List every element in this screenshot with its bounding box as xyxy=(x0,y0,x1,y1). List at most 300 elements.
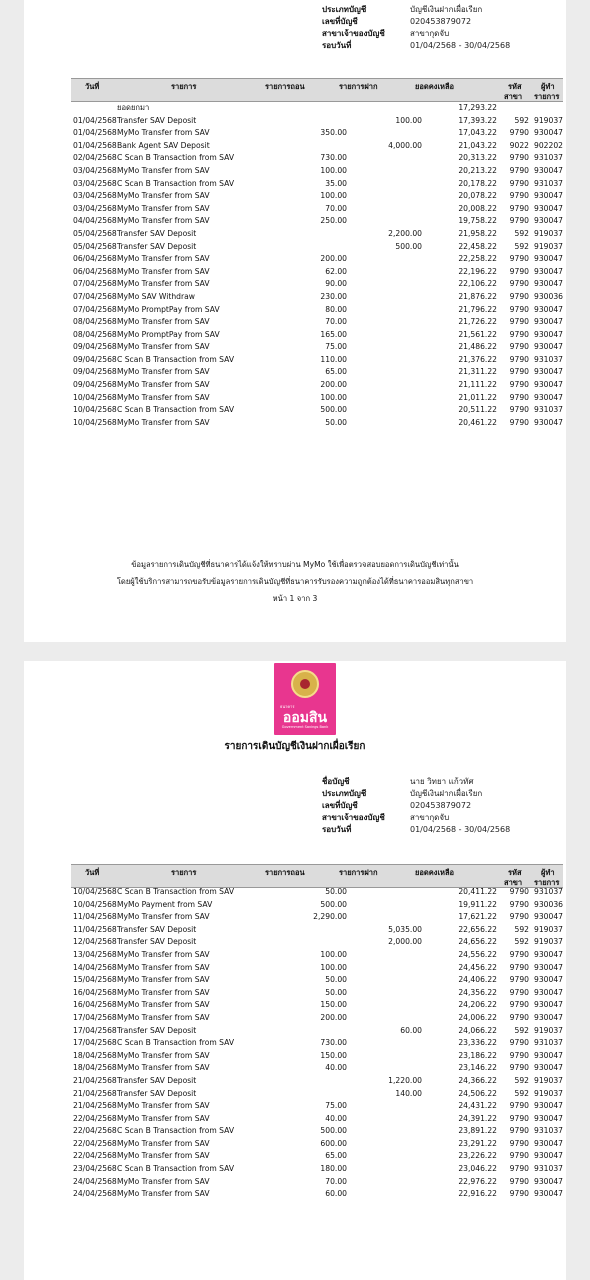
cell-branch: 9790 xyxy=(509,279,529,289)
cell-balance: 24,506.22 xyxy=(458,1088,497,1098)
cell-deposit: 500.00 xyxy=(395,241,422,251)
statement-page-2 xyxy=(24,661,566,1280)
cell-description: ยอดยกมา xyxy=(117,103,150,112)
cell-deposit: 1,220.00 xyxy=(388,1075,422,1085)
cell-date: 22/04/2568 xyxy=(73,1113,117,1123)
cell-date: 21/04/2568 xyxy=(73,1101,117,1111)
cell-balance: 23,291.22 xyxy=(458,1138,497,1148)
cell-withdraw: 65.00 xyxy=(325,367,347,377)
table-row xyxy=(71,936,563,949)
cell-teller: 919037 xyxy=(534,937,563,947)
cell-branch: 9790 xyxy=(509,266,529,276)
cell-date: 10/04/2568 xyxy=(73,899,117,909)
cell-description: MyMo Transfer from SAV xyxy=(117,1151,210,1161)
cell-branch: 9790 xyxy=(509,1151,529,1161)
cell-balance: 17,393.22 xyxy=(458,115,497,125)
table-row xyxy=(71,1050,563,1063)
cell-withdraw: 150.00 xyxy=(320,1000,347,1010)
cell-balance: 24,556.22 xyxy=(458,949,497,959)
cell-balance: 24,391.22 xyxy=(458,1113,497,1123)
cell-teller: 930047 xyxy=(534,165,563,175)
cell-branch: 9790 xyxy=(509,254,529,264)
cell-description: MyMo Transfer from SAV xyxy=(117,392,210,402)
cell-date: 09/04/2568 xyxy=(73,342,117,352)
cell-balance: 22,458.22 xyxy=(458,241,497,251)
cell-branch: 9790 xyxy=(509,354,529,364)
cell-withdraw: 65.00 xyxy=(325,1151,347,1161)
cell-branch: 9790 xyxy=(509,949,529,959)
cell-withdraw: 500.00 xyxy=(320,405,347,415)
footer-note-2: โดยผู้ใช้บริการสามารถขอรับข้อมูลรายการเดินบัญชีที่ธนาคารรับรองความถูกต้องได้ที่ธนาคารออมสินทุกสาขา xyxy=(116,577,474,586)
cell-branch: 9790 xyxy=(509,417,529,427)
table-row xyxy=(71,924,563,937)
cell-description: Transfer SAV Deposit xyxy=(117,924,197,934)
cell-description: MyMo Transfer from SAV xyxy=(117,317,210,327)
table-row xyxy=(71,1088,563,1101)
cell-date: 01/04/2568 xyxy=(73,115,117,125)
cell-balance: 21,376.22 xyxy=(458,354,497,364)
cell-balance: 24,206.22 xyxy=(458,1000,497,1010)
cell-teller: 919037 xyxy=(534,228,563,238)
cell-balance: 20,511.22 xyxy=(458,405,497,415)
table-row xyxy=(71,962,563,975)
table-row xyxy=(71,379,563,392)
table-row xyxy=(71,999,563,1012)
cell-branch: 9790 xyxy=(509,1101,529,1111)
cell-teller: 930047 xyxy=(534,1000,563,1010)
cell-balance: 19,911.22 xyxy=(458,899,497,909)
cell-date: 21/04/2568 xyxy=(73,1075,117,1085)
cell-teller: 919037 xyxy=(534,1088,563,1098)
cell-description: C Scan B Transaction from SAV xyxy=(117,887,235,896)
cell-date: 03/04/2568 xyxy=(73,178,117,188)
cell-branch: 9790 xyxy=(509,1000,529,1010)
cell-balance: 21,726.22 xyxy=(458,317,497,327)
cell-date: 06/04/2568 xyxy=(73,266,117,276)
cell-branch: 9790 xyxy=(509,291,529,301)
cell-deposit: 60.00 xyxy=(400,1025,422,1035)
cell-teller: 931037 xyxy=(534,1126,563,1136)
cell-branch: 9790 xyxy=(509,392,529,402)
table-row xyxy=(71,178,563,191)
cell-balance: 19,758.22 xyxy=(458,216,497,226)
table-row xyxy=(71,1025,563,1038)
table-row xyxy=(71,911,563,924)
transaction-list xyxy=(71,102,563,429)
table-row xyxy=(71,228,563,241)
header-teller-2: รายการ xyxy=(534,92,560,101)
cell-teller: 930036 xyxy=(534,291,563,301)
document-title: รายการเดินบัญชีเงินฝากเผื่อเรียก xyxy=(224,741,366,752)
cell-withdraw: 110.00 xyxy=(320,354,347,364)
cell-description: C Scan B Transaction from SAV xyxy=(117,1164,235,1174)
cell-branch: 9790 xyxy=(509,1050,529,1060)
cell-branch: 9790 xyxy=(509,1189,529,1199)
gsb-logo: ธนาคาร ออมสิน Government Savings Bank xyxy=(274,663,336,735)
cell-teller: 930047 xyxy=(534,417,563,427)
cell-withdraw: 70.00 xyxy=(325,317,347,327)
cell-description: MyMo Transfer from SAV xyxy=(117,216,210,226)
cell-date: 17/04/2568 xyxy=(73,1012,117,1022)
info-row: เลขที่บัญชี 020453879072 xyxy=(322,16,472,26)
cell-balance: 17,293.22 xyxy=(458,103,497,112)
cell-balance: 22,656.22 xyxy=(458,924,497,934)
header-deposit: รายการฝาก xyxy=(339,82,378,91)
cell-date: 22/04/2568 xyxy=(73,1138,117,1148)
cell-withdraw: 70.00 xyxy=(325,1176,347,1186)
cell-branch: 592 xyxy=(514,937,529,947)
cell-withdraw: 200.00 xyxy=(320,380,347,390)
cell-teller: 931037 xyxy=(534,153,563,163)
cell-balance: 24,066.22 xyxy=(458,1025,497,1035)
cell-deposit: 100.00 xyxy=(395,115,422,125)
table-row xyxy=(71,215,563,228)
cell-teller: 930047 xyxy=(534,392,563,402)
cell-balance: 21,111.22 xyxy=(458,380,497,390)
cell-teller: 902202 xyxy=(534,140,563,150)
cell-balance: 24,006.22 xyxy=(458,1012,497,1022)
cell-balance: 21,876.22 xyxy=(458,291,497,301)
table-row xyxy=(71,1138,563,1151)
cell-balance: 20,461.22 xyxy=(458,417,497,427)
cell-teller: 930047 xyxy=(534,203,563,213)
cell-description: C Scan B Transaction from SAV xyxy=(117,1126,235,1136)
cell-date: 22/04/2568 xyxy=(73,1151,117,1161)
header-balance: ยอดคงเหลือ xyxy=(415,868,455,877)
cell-branch: 9790 xyxy=(509,1012,529,1022)
cell-branch: 9790 xyxy=(509,178,529,188)
cell-date: 06/04/2568 xyxy=(73,254,117,264)
header-balance: ยอดคงเหลือ xyxy=(415,82,455,91)
cell-teller: 930047 xyxy=(534,1138,563,1148)
cell-description: MyMo Transfer from SAV xyxy=(117,380,210,390)
table-row xyxy=(71,203,563,216)
cell-date: 24/04/2568 xyxy=(73,1189,117,1199)
cell-teller: 930047 xyxy=(534,1012,563,1022)
cell-description: MyMo Transfer from SAV xyxy=(117,1063,210,1073)
cell-withdraw: 150.00 xyxy=(320,1050,347,1060)
cell-description: MyMo Transfer from SAV xyxy=(117,962,210,972)
table-header xyxy=(71,78,563,102)
cell-branch: 9790 xyxy=(509,367,529,377)
cell-teller: 931037 xyxy=(534,1038,563,1048)
header-branch: รหัส xyxy=(508,82,522,91)
cell-branch: 592 xyxy=(514,1025,529,1035)
table-row xyxy=(71,1012,563,1025)
cell-date: 11/04/2568 xyxy=(73,912,117,922)
cell-withdraw: 100.00 xyxy=(320,962,347,972)
cell-description: MyMo Transfer from SAV xyxy=(117,165,210,175)
table-row xyxy=(71,1037,563,1050)
table-row xyxy=(71,140,563,153)
cell-date: 03/04/2568 xyxy=(73,191,117,201)
cell-date: 15/04/2568 xyxy=(73,975,117,985)
cell-date: 17/04/2568 xyxy=(73,1038,117,1048)
table-row xyxy=(71,1176,563,1189)
cell-balance: 21,486.22 xyxy=(458,342,497,352)
cell-deposit: 140.00 xyxy=(395,1088,422,1098)
cell-branch: 9790 xyxy=(509,380,529,390)
cell-date: 04/04/2568 xyxy=(73,216,117,226)
cell-date: 01/04/2568 xyxy=(73,128,117,138)
cell-description: MyMo Transfer from SAV xyxy=(117,1012,210,1022)
cell-withdraw: 500.00 xyxy=(320,899,347,909)
header-withdraw: รายการถอน xyxy=(265,82,305,91)
cell-teller: 930047 xyxy=(534,1063,563,1073)
info-row: รอบวันที่ 01/04/2568 - 30/04/2568 xyxy=(322,824,511,834)
cell-description: MyMo Transfer from SAV xyxy=(117,417,210,427)
cell-withdraw: 100.00 xyxy=(320,165,347,175)
cell-teller: 930047 xyxy=(534,1176,563,1186)
cell-description: MyMo SAV Withdraw xyxy=(117,291,195,301)
cell-description: MyMo Transfer from SAV xyxy=(117,367,210,377)
cell-teller: 930036 xyxy=(534,899,563,909)
cell-teller: 930047 xyxy=(534,191,563,201)
cell-description: MyMo Payment from SAV xyxy=(117,899,213,909)
cell-withdraw: 75.00 xyxy=(325,342,347,352)
cell-balance: 23,186.22 xyxy=(458,1050,497,1060)
cell-date: 10/04/2568 xyxy=(73,887,117,896)
cell-date: 24/04/2568 xyxy=(73,1176,117,1186)
cell-date: 10/04/2568 xyxy=(73,405,117,415)
cell-balance: 20,213.22 xyxy=(458,165,497,175)
cell-branch: 9790 xyxy=(509,304,529,314)
cell-teller: 931037 xyxy=(534,887,563,896)
table-row xyxy=(71,165,563,178)
header-teller: ผู้ทำ xyxy=(541,82,555,91)
cell-date: 16/04/2568 xyxy=(73,987,117,997)
cell-description: MyMo Transfer from SAV xyxy=(117,987,210,997)
cell-date: 21/04/2568 xyxy=(73,1088,117,1098)
cell-description: Transfer SAV Deposit xyxy=(117,1088,197,1098)
cell-withdraw: 500.00 xyxy=(320,1126,347,1136)
cell-date: 09/04/2568 xyxy=(73,367,117,377)
header-deposit: รายการฝาก xyxy=(339,868,378,877)
cell-date: 16/04/2568 xyxy=(73,1000,117,1010)
cell-description: Transfer SAV Deposit xyxy=(117,1025,197,1035)
table-row xyxy=(71,102,563,115)
table-row xyxy=(71,1125,563,1138)
table-row xyxy=(71,1188,563,1201)
cell-date: 05/04/2568 xyxy=(73,228,117,238)
cell-date: 01/04/2568 xyxy=(73,140,117,150)
cell-description: Transfer SAV Deposit xyxy=(117,228,197,238)
cell-date: 03/04/2568 xyxy=(73,203,117,213)
cell-branch: 592 xyxy=(514,1075,529,1085)
cell-branch: 9790 xyxy=(509,912,529,922)
table-row xyxy=(71,949,563,962)
cell-teller: 930047 xyxy=(534,1101,563,1111)
table-row xyxy=(71,404,563,417)
cell-balance: 23,336.22 xyxy=(458,1038,497,1048)
cell-withdraw: 62.00 xyxy=(325,266,347,276)
info-row: ชื่อบัญชี นาย วิทยา แก้วทัศ xyxy=(322,776,474,786)
cell-teller: 919037 xyxy=(534,1075,563,1085)
cell-branch: 9790 xyxy=(509,1176,529,1186)
cell-description: C Scan B Transaction from SAV xyxy=(117,178,235,188)
cell-description: MyMo Transfer from SAV xyxy=(117,279,210,289)
cell-balance: 20,008.22 xyxy=(458,203,497,213)
cell-description: Transfer SAV Deposit xyxy=(117,937,197,947)
cell-teller: 930047 xyxy=(534,254,563,264)
cell-date: 07/04/2568 xyxy=(73,291,117,301)
cell-branch: 9790 xyxy=(509,975,529,985)
cell-branch: 592 xyxy=(514,1088,529,1098)
info-row: สาขาเจ้าของบัญชี สาขากุดจับ xyxy=(322,812,450,822)
cell-teller: 931037 xyxy=(534,354,563,364)
cell-teller: 919037 xyxy=(534,115,563,125)
cell-balance: 24,456.22 xyxy=(458,962,497,972)
cell-balance: 21,958.22 xyxy=(458,228,497,238)
cell-withdraw: 730.00 xyxy=(320,153,347,163)
header-description: รายการ xyxy=(171,82,197,91)
table-row xyxy=(71,127,563,140)
table-row xyxy=(71,1163,563,1176)
cell-withdraw: 100.00 xyxy=(320,392,347,402)
cell-balance: 23,046.22 xyxy=(458,1164,497,1174)
table-row xyxy=(71,1100,563,1113)
cell-date: 05/04/2568 xyxy=(73,241,117,251)
cell-branch: 9790 xyxy=(509,342,529,352)
info-row: ประเภทบัญชี บัญชีเงินฝากเผื่อเรียก xyxy=(322,4,483,14)
cell-balance: 17,621.22 xyxy=(458,912,497,922)
table-row xyxy=(71,316,563,329)
cell-date: 12/04/2568 xyxy=(73,937,117,947)
cell-teller: 930047 xyxy=(534,1113,563,1123)
cell-branch: 9022 xyxy=(509,140,529,150)
cell-description: C Scan B Transaction from SAV xyxy=(117,1038,235,1048)
cell-balance: 20,411.22 xyxy=(458,887,497,896)
cell-withdraw: 50.00 xyxy=(325,975,347,985)
info-row: สาขาเจ้าของบัญชี สาขากุดจับ xyxy=(322,28,450,38)
table-row xyxy=(71,266,563,279)
cell-branch: 9790 xyxy=(509,405,529,415)
cell-balance: 17,043.22 xyxy=(458,128,497,138)
table-row xyxy=(71,278,563,291)
cell-date: 07/04/2568 xyxy=(73,304,117,314)
cell-date: 07/04/2568 xyxy=(73,279,117,289)
cell-teller: 930047 xyxy=(534,987,563,997)
cell-date: 22/04/2568 xyxy=(73,1126,117,1136)
info-row: รอบวันที่ 01/04/2568 - 30/04/2568 xyxy=(322,40,511,50)
cell-teller: 919037 xyxy=(534,924,563,934)
table-row xyxy=(71,354,563,367)
table-row xyxy=(71,1062,563,1075)
cell-balance: 21,011.22 xyxy=(458,392,497,402)
table-header xyxy=(71,864,563,888)
cell-teller: 931037 xyxy=(534,405,563,415)
cell-branch: 9790 xyxy=(509,216,529,226)
table-row xyxy=(71,253,563,266)
cell-branch: 9790 xyxy=(509,165,529,175)
header-description: รายการ xyxy=(171,868,197,877)
cell-deposit: 5,035.00 xyxy=(388,924,422,934)
cell-teller: 931037 xyxy=(534,1164,563,1174)
cell-description: Transfer SAV Deposit xyxy=(117,115,197,125)
transaction-list xyxy=(71,886,563,1201)
cell-balance: 20,078.22 xyxy=(458,191,497,201)
cell-branch: 9790 xyxy=(509,1164,529,1174)
cell-date: 13/04/2568 xyxy=(73,949,117,959)
header-branch-2: สาขา xyxy=(504,878,523,887)
table-row xyxy=(71,341,563,354)
cell-withdraw: 75.00 xyxy=(325,1101,347,1111)
cell-description: MyMo Transfer from SAV xyxy=(117,1050,210,1060)
cell-withdraw: 200.00 xyxy=(320,1012,347,1022)
cell-withdraw: 40.00 xyxy=(325,1063,347,1073)
cell-balance: 23,146.22 xyxy=(458,1063,497,1073)
info-row: เลขที่บัญชี 020453879072 xyxy=(322,800,472,810)
cell-description: MyMo Transfer from SAV xyxy=(117,203,210,213)
cell-branch: 9790 xyxy=(509,887,529,896)
cell-balance: 23,226.22 xyxy=(458,1151,497,1161)
cell-balance: 22,916.22 xyxy=(458,1189,497,1199)
cell-description: MyMo PromptPay from SAV xyxy=(117,304,220,314)
cell-branch: 9790 xyxy=(509,203,529,213)
cell-balance: 24,366.22 xyxy=(458,1075,497,1085)
table-row xyxy=(71,241,563,254)
header-date: วันที่ xyxy=(85,82,100,91)
page-number: หน้า 1 จาก 3 xyxy=(272,594,318,603)
cell-withdraw: 70.00 xyxy=(325,203,347,213)
cell-description: MyMo PromptPay from SAV xyxy=(117,329,220,339)
cell-description: MyMo Transfer from SAV xyxy=(117,1189,210,1199)
cell-balance: 21,311.22 xyxy=(458,367,497,377)
cell-teller: 930047 xyxy=(534,367,563,377)
table-row xyxy=(71,1150,563,1163)
cell-date: 18/04/2568 xyxy=(73,1050,117,1060)
table-row xyxy=(71,304,563,317)
cell-branch: 9790 xyxy=(509,1113,529,1123)
header-withdraw: รายการถอน xyxy=(265,868,305,877)
cell-withdraw: 100.00 xyxy=(320,191,347,201)
cell-description: Bank Agent SAV Deposit xyxy=(117,140,210,150)
account-info xyxy=(322,775,510,835)
cell-teller: 930047 xyxy=(534,266,563,276)
cell-teller: 931037 xyxy=(534,178,563,188)
cell-date: 14/04/2568 xyxy=(73,962,117,972)
cell-description: C Scan B Transaction from SAV xyxy=(117,405,235,415)
cell-balance: 24,406.22 xyxy=(458,975,497,985)
cell-branch: 592 xyxy=(514,228,529,238)
cell-withdraw: 60.00 xyxy=(325,1189,347,1199)
cell-teller: 919037 xyxy=(534,241,563,251)
statement-footer xyxy=(24,556,566,607)
table-row xyxy=(71,190,563,203)
cell-date: 23/04/2568 xyxy=(73,1164,117,1174)
cell-teller: 930047 xyxy=(534,380,563,390)
cell-description: MyMo Transfer from SAV xyxy=(117,128,210,138)
header-teller: ผู้ทำ xyxy=(541,868,555,877)
cell-branch: 9790 xyxy=(509,317,529,327)
table-row xyxy=(71,974,563,987)
cell-date: 09/04/2568 xyxy=(73,354,117,364)
cell-teller: 919037 xyxy=(534,1025,563,1035)
cell-description: MyMo Transfer from SAV xyxy=(117,1138,210,1148)
table-row xyxy=(71,886,563,899)
cell-branch: 9790 xyxy=(509,191,529,201)
cell-withdraw: 180.00 xyxy=(320,1164,347,1174)
account-info xyxy=(322,3,510,51)
cell-date: 18/04/2568 xyxy=(73,1063,117,1073)
cell-description: MyMo Transfer from SAV xyxy=(117,254,210,264)
cell-date: 09/04/2568 xyxy=(73,380,117,390)
cell-withdraw: 50.00 xyxy=(325,887,347,896)
header-date: วันที่ xyxy=(85,868,100,877)
cell-description: MyMo Transfer from SAV xyxy=(117,1000,210,1010)
table-row xyxy=(71,115,563,128)
table-row xyxy=(71,291,563,304)
